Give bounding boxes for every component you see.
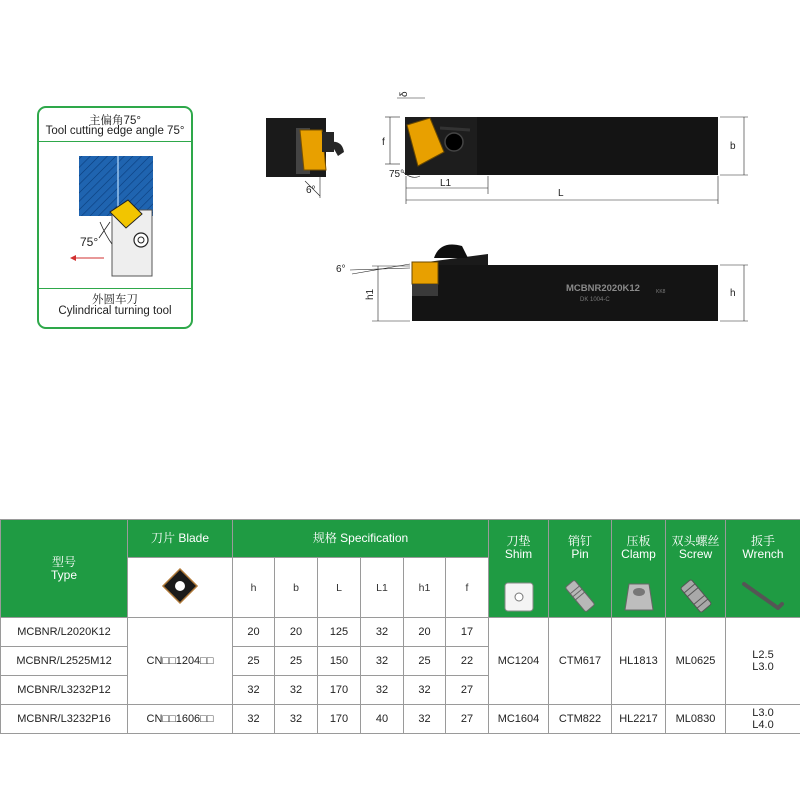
cell-L1: 40 — [361, 705, 404, 734]
pin-code: CTM822 — [549, 705, 612, 734]
spec-col-L: L — [318, 558, 361, 618]
screw-code: ML0625 — [666, 618, 726, 705]
header-pin — [549, 520, 612, 618]
top-view — [382, 91, 748, 204]
header-wrench — [726, 520, 800, 618]
blade-icon-cell — [128, 558, 233, 618]
card-caption-en: Cylindrical turning tool — [58, 305, 172, 317]
card-title-en: Tool cutting edge angle 75° — [45, 125, 185, 137]
shim-code: MC1204 — [489, 618, 549, 705]
cutting-angle-illustration — [70, 156, 153, 276]
top-angle-label: 75° — [389, 169, 405, 180]
header-pin-label: 销钉 Pin — [567, 534, 592, 561]
clamp-code: HL1813 — [612, 618, 666, 705]
wrench-code: L2.5 L3.0 — [726, 618, 800, 705]
clamp-icon — [619, 578, 659, 614]
cell-h1: 32 — [404, 705, 446, 734]
spec-col-h1: h1 — [404, 558, 446, 618]
holder-marking: MCBNR2020K12 — [566, 283, 640, 294]
card-angle-label: 75° — [80, 235, 99, 249]
card-title-zh: 主偏角75° — [89, 115, 141, 127]
cell-L1: 32 — [361, 647, 404, 676]
table-row — [1, 618, 800, 647]
cell-b: 32 — [275, 676, 318, 705]
header-clamp — [612, 520, 666, 618]
side-view — [336, 245, 748, 322]
header-shim — [489, 520, 549, 618]
spec-col-b: b — [275, 558, 318, 618]
cell-L: 125 — [318, 618, 361, 647]
pin-code: CTM617 — [549, 618, 612, 705]
cell-h: 32 — [233, 705, 275, 734]
header-clamp-label: 压板 Clamp — [621, 534, 656, 561]
cell-L1: 32 — [361, 676, 404, 705]
side-angle-label: 6° — [336, 264, 346, 275]
header-specification: 规格 Specification — [233, 520, 489, 558]
top-f-label: f — [382, 137, 385, 148]
cell-f: 27 — [446, 676, 489, 705]
top-delta-label: δ — [399, 91, 410, 97]
header-shim-label: 刀垫 Shim — [504, 534, 533, 561]
shim-code: MC1604 — [489, 705, 549, 734]
blade-insert-icon — [161, 567, 199, 605]
wrench-icon — [738, 578, 788, 614]
cell-h: 20 — [233, 618, 275, 647]
holder-marking-sub: DK 1004-C — [580, 297, 610, 303]
cell-h: 25 — [233, 647, 275, 676]
top-L1-label: L1 — [440, 178, 452, 189]
end-view-angle: 6° — [306, 185, 316, 196]
wrench-code: L3.0 L4.0 — [726, 705, 800, 734]
row-type: MCBNR/L3232P12 — [1, 676, 128, 705]
pin-icon — [560, 578, 600, 614]
cell-h1: 20 — [404, 618, 446, 647]
blade-code: CN□□1606□□ — [128, 705, 233, 734]
cell-h: 32 — [233, 676, 275, 705]
cell-b: 25 — [275, 647, 318, 676]
spec-table — [0, 519, 800, 734]
cell-L1: 32 — [361, 618, 404, 647]
top-b-label: b — [730, 141, 736, 152]
row-type: MCBNR/L2020K12 — [1, 618, 128, 647]
side-h-label: h — [730, 288, 736, 299]
cell-h1: 32 — [404, 676, 446, 705]
cell-L: 170 — [318, 705, 361, 734]
spec-col-f: f — [446, 558, 489, 618]
spec-col-h: h — [233, 558, 275, 618]
screw-icon — [676, 578, 716, 614]
clamp-code: HL2217 — [612, 705, 666, 734]
header-wrench-label: 扳手 Wrench — [742, 534, 784, 561]
header-blade: 刀片 Blade — [128, 520, 233, 558]
header-type: 型号 Type — [1, 520, 128, 618]
top-L-label: L — [558, 188, 564, 199]
cell-f: 22 — [446, 647, 489, 676]
shim-icon — [502, 580, 536, 614]
cell-b: 32 — [275, 705, 318, 734]
card-caption-zh: 外圆车刀 — [92, 294, 138, 306]
side-h1-label: h1 — [365, 288, 376, 300]
spec-col-L1: L1 — [361, 558, 404, 618]
blade-code: CN□□1204□□ — [128, 618, 233, 705]
holder-marking-small: KK8 — [656, 289, 666, 295]
cell-f: 27 — [446, 705, 489, 734]
table-row — [1, 705, 800, 734]
cell-b: 20 — [275, 618, 318, 647]
header-screw-label: 双头螺丝 Screw — [671, 534, 720, 561]
header-screw — [666, 520, 726, 618]
cell-f: 17 — [446, 618, 489, 647]
screw-code: ML0830 — [666, 705, 726, 734]
cell-L: 170 — [318, 676, 361, 705]
cell-h1: 25 — [404, 647, 446, 676]
cell-L: 150 — [318, 647, 361, 676]
row-type: MCBNR/L2525M12 — [1, 647, 128, 676]
end-view — [266, 118, 344, 198]
row-type: MCBNR/L3232P16 — [1, 705, 128, 734]
